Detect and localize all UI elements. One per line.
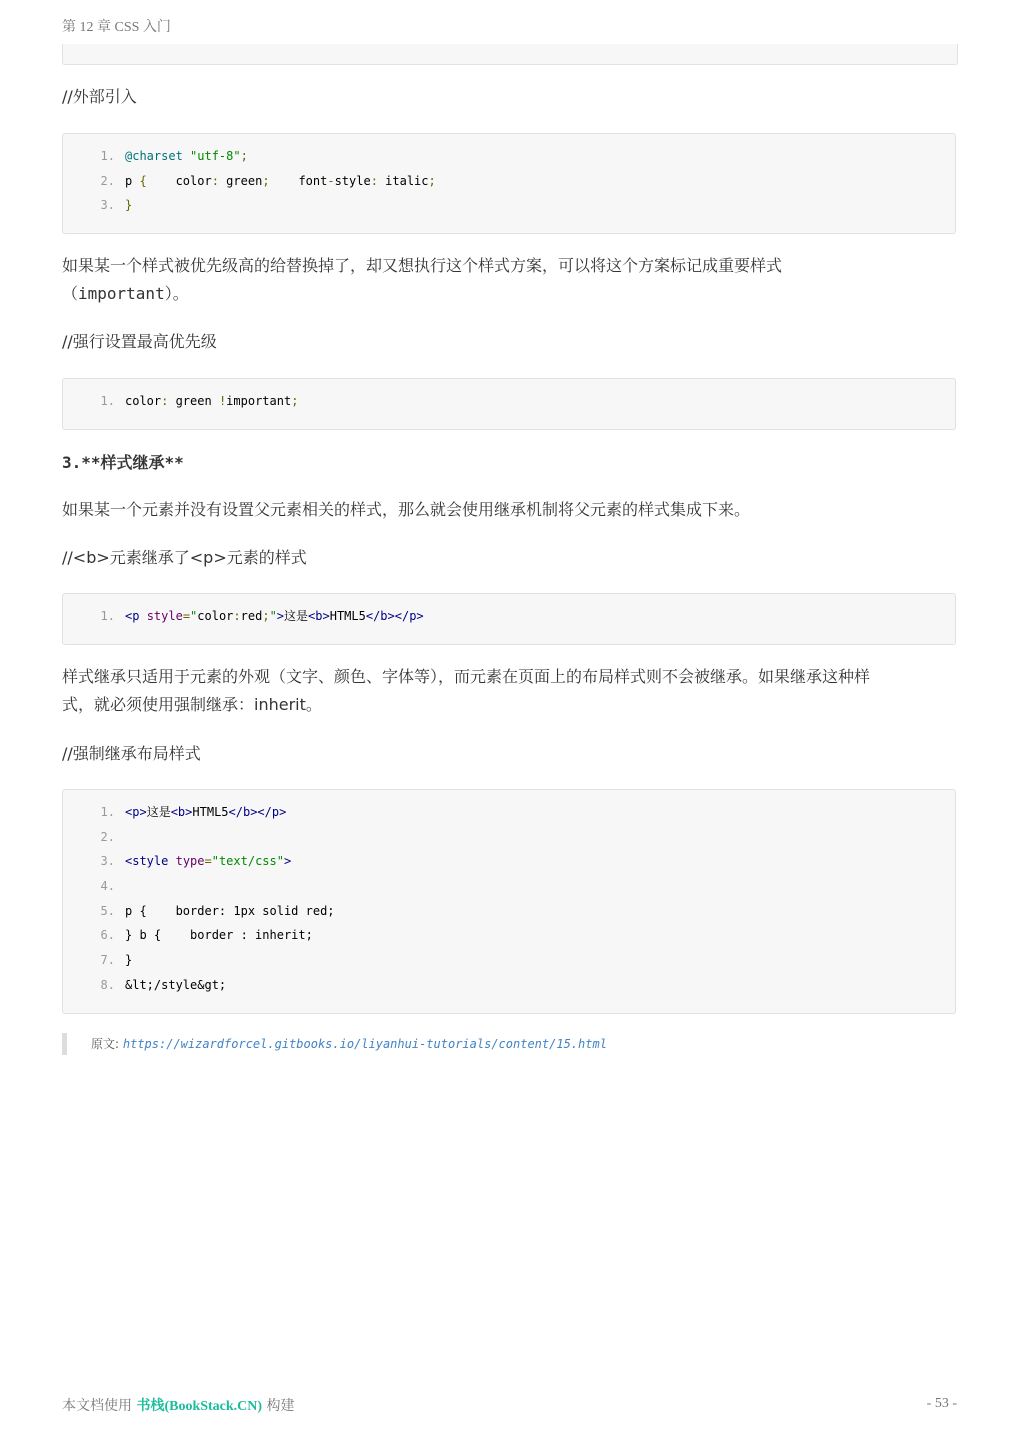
line-number: 7. [100,953,115,968]
code-token: ; [428,173,436,188]
line-code [125,800,286,825]
code-token: ; [240,149,248,163]
important-text-line2: （important）。 [62,284,189,303]
code-token: @charset [125,149,183,163]
code-token: : [233,609,241,623]
inherit-note-paragraph [62,663,956,719]
code-line [63,849,955,874]
line-code [125,169,436,194]
code-token: color [146,173,212,188]
code-token: type [175,854,205,869]
code-line [63,144,955,169]
code-token: </b></p> [228,805,287,819]
line-code [125,193,132,218]
code-line [63,874,955,899]
line-code [125,973,226,998]
code-token: <p [125,609,140,623]
important-text-line1: 如果某一个样式被优先级高的给替换掉了，却又想执行这个样式方案，可以将这个方案标记成重要样式 [62,256,783,275]
code-token: > [276,609,285,623]
line-number: 2. [100,173,115,188]
code-line [63,825,955,850]
code-line [63,169,955,194]
inherit-note-line2: 式，就必须使用强制继承：inherit。 [62,695,322,714]
code-token: font [269,173,328,188]
code-token: HTML5 [329,609,366,623]
line-number: 8. [100,977,115,992]
code-token: { [139,173,147,188]
code-token: red [240,609,263,623]
line-number: 6. [100,928,115,943]
line-code [125,899,335,924]
code-token: italic [377,173,429,188]
heading-inherit: 3.**样式继承** [62,453,184,472]
line-number: 1. [100,149,115,163]
footer-credit [62,1395,295,1415]
line-code [125,923,313,948]
code-token: " [190,609,198,623]
code-token: ; [262,609,270,623]
line-number: 4. [100,879,115,894]
comment-b-inherit: //<b>元素继承了<p>元素的样式 [62,548,307,567]
important-paragraph [62,252,956,308]
line-number: 1. [100,394,115,408]
footer-prefix: 本文档使用 [62,1398,137,1414]
comment-external: //外部引入 [62,87,137,106]
code-line [63,604,955,629]
code-token: : [370,173,378,188]
code-token: style [334,173,371,188]
code-block-important [62,378,956,430]
code-block-remnant [62,44,958,65]
comment-priority: //强行设置最高优先级 [62,332,217,351]
code-line [63,923,955,948]
code-token: : [211,173,219,188]
line-code [125,144,248,169]
code-token: > [283,854,292,869]
code-token: } [125,198,133,213]
code-token [168,854,175,868]
code-token: ! [218,394,227,408]
code-token: important [226,394,292,408]
source-link[interactable]: https://wizardforcel.gitbooks.io/liyanhui-tutorials/content/15.html [122,1037,607,1051]
code-token: ; [291,394,299,408]
code-token: style [146,609,183,623]
line-code [125,604,424,629]
code-line [63,973,955,998]
footer-brand-link[interactable]: 书栈(BookStack.CN) [136,1399,263,1414]
code-token: 这是 [146,805,171,819]
code-token: <b> [170,805,193,819]
code-token: - [327,173,335,188]
code-block-force-inherit [62,789,956,1014]
code-token: green [218,173,263,188]
footer-suffix: 构建 [262,1398,295,1414]
code-token: color [197,609,234,623]
code-token [139,609,146,623]
line-number: 2. [100,829,115,844]
code-token: ; [262,173,270,188]
source-quote [62,1033,607,1055]
line-number: 3. [100,198,115,213]
inherit-paragraph: 如果某一个元素并没有设置父元素相关的样式，那么就会使用继承机制将父元素的样式集成下来。 [62,500,751,519]
page-number: - 53 - [926,1396,957,1411]
code-token: green [168,394,219,408]
code-token: <style [125,854,169,869]
code-token: } b { border : inherit; [125,928,313,943]
code-token: } [125,953,133,968]
code-token: </b></p> [365,609,424,623]
code-token: = [204,854,212,869]
line-number: 1. [100,609,115,623]
code-line [63,389,955,414]
line-number: 1. [100,805,115,819]
code-line [63,800,955,825]
code-token: p { border: 1px solid red; [125,903,335,918]
code-token: HTML5 [192,805,229,819]
code-line [63,948,955,973]
code-block-charset [62,133,956,234]
running-header: 第 12 章 CSS 入门 [62,20,171,35]
code-token: "text/css" [211,854,284,869]
code-token: <p> [125,805,147,819]
code-token: = [182,609,191,623]
line-number: 5. [100,903,115,918]
line-number: 3. [100,854,115,869]
code-token: "utf-8" [190,149,241,163]
code-token: " [269,609,277,623]
inherit-note-line1: 样式继承只适用于元素的外观（文字、颜色、字体等），而元素在页面上的布局样式则不会被继承。如果继承这种样 [62,667,871,686]
code-token: : [161,394,169,408]
comment-force: //强制继承布局样式 [62,744,201,763]
code-token: 这是 [284,609,309,623]
code-token: color [125,394,162,408]
code-token: p [125,173,140,188]
code-token: <b> [308,609,330,623]
line-code [125,849,291,874]
code-line [63,193,955,218]
code-token [183,149,190,163]
line-code [125,389,298,414]
code-line [63,899,955,924]
code-token: &lt;/style&gt; [125,977,227,992]
code-block-inherit-example [62,593,956,645]
source-label: 原文: [91,1037,120,1051]
line-code [125,948,132,973]
